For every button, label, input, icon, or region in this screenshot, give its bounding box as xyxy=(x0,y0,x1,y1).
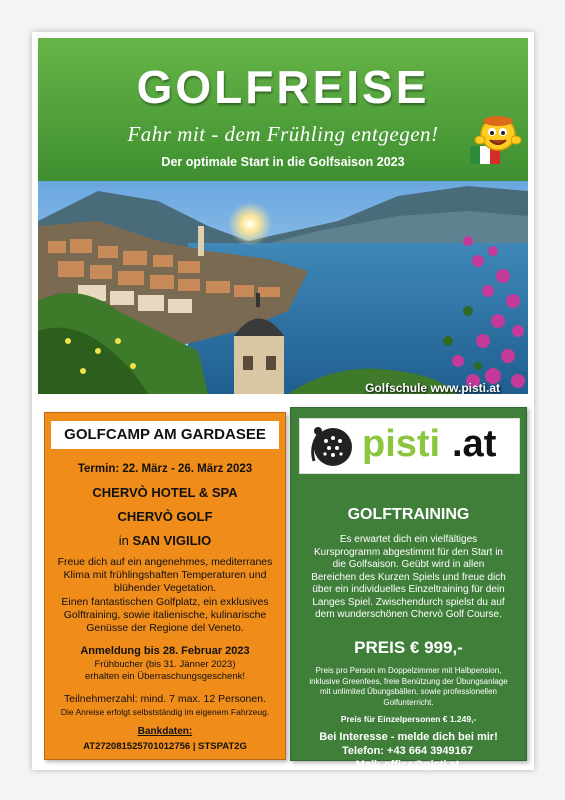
subtitle: Der optimale Start in die Golfsaison 2023 xyxy=(161,155,405,169)
golf-course-name: CHERVÒ GOLF xyxy=(117,509,213,524)
golftraining-box xyxy=(290,407,527,761)
description-climate: Freue dich auf ein angenehmes, mediterranes Klima mit frühlingshaften Temperaturen und blühender Vegetation. xyxy=(57,556,273,594)
phone-number[interactable]: Telefon: +43 664 3949167 xyxy=(342,745,473,757)
registration-deadline: Anmeldung bis 28. Februar 2023 xyxy=(80,645,250,657)
tagline: Fahr mit - dem Frühling entgegen! xyxy=(127,122,439,146)
location-prefix: in xyxy=(118,533,129,548)
header-banner xyxy=(38,38,528,181)
golf-smiley-icon xyxy=(468,110,522,166)
golfcamp-box xyxy=(44,412,286,760)
single-price: Preis für Einzelpersonen € 1.249,- xyxy=(340,714,477,724)
flyer-page xyxy=(32,32,534,770)
early-booking: Frühbucher (bis 31. Jänner 2023) xyxy=(94,659,236,670)
golftraining-title: GOLFTRAINING xyxy=(347,506,470,523)
page-title: GOLFREISE xyxy=(136,61,430,113)
description-golf: Einen fantastischen Golfplatz, ein exklusives Golftraining, sowie italienische, kulinarische Genüsse der Regione del Veneto. xyxy=(61,596,269,634)
golfcamp-title: GOLFCAMP AM GARDASEE xyxy=(51,421,279,449)
mail-prefix: Mail: xyxy=(355,759,384,771)
location-name: SAN VIGILIO xyxy=(132,533,212,548)
participant-count: Teilnehmerzahl: mind. 7 max. 12 Personen. xyxy=(64,693,266,705)
logo-domain: .at xyxy=(452,423,497,465)
travel-note: Die Anreise erfolgt selbstständig im eigenem Fahrzeug. xyxy=(60,707,270,717)
price-description: Preis pro Person im Doppelzimmer mit Halbpension, inklusive Greenfees, freie Benützung der Übungsanlage mit unlimited Übungsbällen, sowie professionellen Golfunterricht. xyxy=(309,666,508,707)
price: PREIS € 999,- xyxy=(354,638,463,657)
bank-details: AT272081525701012756 | STSPAT2G xyxy=(83,741,247,752)
training-description: Es erwartet dich ein vielfältiges Kursprogramm abgestimmt für den Start in die Golfsaison. Geübt wird in allen Bereichen des Kurzen Spiels und freue dich über ein individuelles Einzeltraining für dein Langes Spiel. Zwischendurch spielst du auf dem wunderschönen Chervò Golf Course. xyxy=(311,534,506,620)
hotel-name: CHERVÒ HOTEL & SPA xyxy=(92,485,238,500)
pisti-logo xyxy=(299,418,520,474)
mail-line xyxy=(296,759,519,771)
bank-label: Bankdaten: xyxy=(137,726,193,737)
interest-call: Bei Interesse - melde dich bei mir! xyxy=(319,731,498,743)
photo-caption: Golfschule www.pisti.at xyxy=(365,381,500,394)
logo-text: pisti xyxy=(362,423,441,465)
mail-link[interactable]: office@pisti.at xyxy=(383,759,460,771)
location-line xyxy=(49,533,281,548)
early-booking-gift: erhalten ein Überraschungsgeschenk! xyxy=(84,671,245,682)
lake-garda-photo xyxy=(38,181,528,394)
lake-landscape-image xyxy=(38,181,528,394)
golfer-ball-icon xyxy=(306,419,360,473)
camp-dates: Termin: 22. März - 26. März 2023 xyxy=(77,463,253,475)
